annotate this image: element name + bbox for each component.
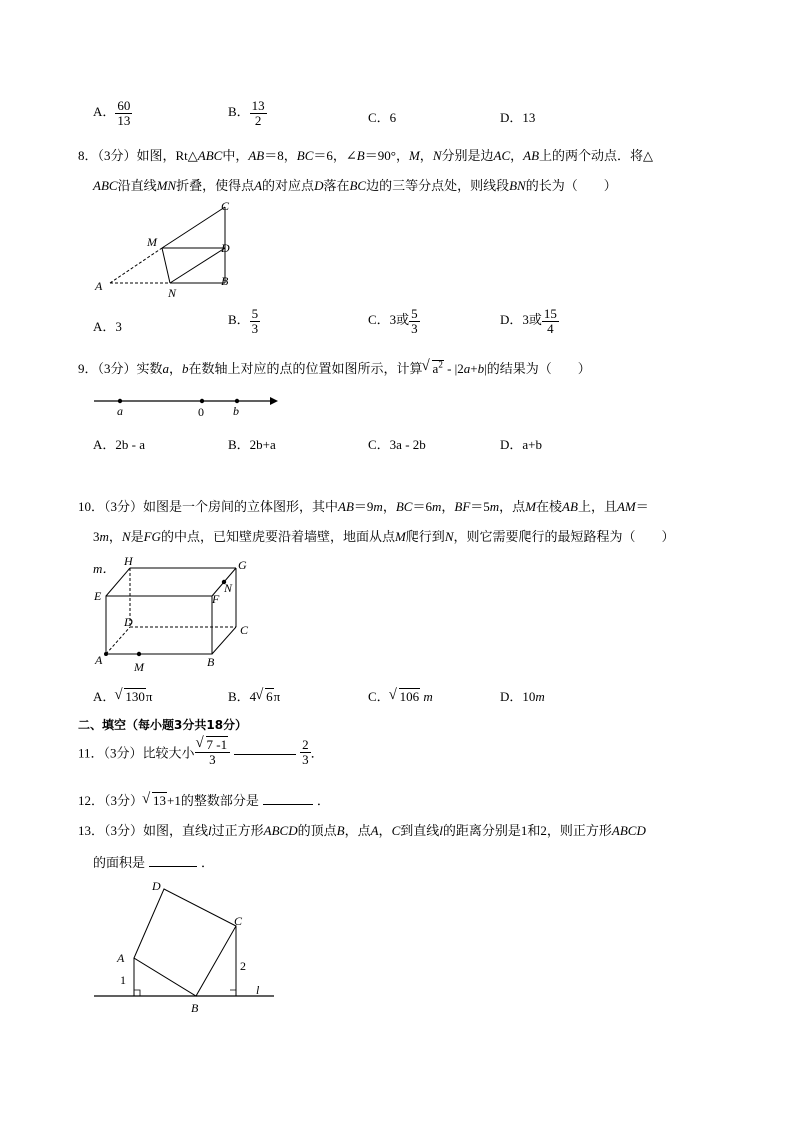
- q8-label-c: C: [221, 199, 230, 213]
- q7-option-a: A． $\frac{60}{13}$: [93, 98, 131, 128]
- q10-label-n: N: [224, 581, 233, 595]
- q10-option-c: C．√ 106 m: [368, 686, 433, 705]
- q7-option-d: D．13: [500, 110, 536, 125]
- q9-option-d: D．a+b: [500, 437, 542, 452]
- q10-option-d: D．10m: [500, 689, 545, 704]
- q13-figure: [90, 876, 280, 1016]
- q8-option-c: C．3或 $\frac{5}{3}$: [368, 306, 418, 336]
- q10-option-b: B．4√ 6π: [228, 686, 280, 705]
- q7-option-b: B． $\frac{13}{2}$: [228, 98, 265, 128]
- q8-label-n: N: [168, 286, 177, 300]
- q9-stem: 9．（3分）实数a，b在数轴上对应的点的位置如图所示，计算√ $a^2 - |2a+b|$的结果为（ ）: [78, 358, 591, 377]
- q10-label-h: H: [124, 556, 133, 568]
- q7-options: [93, 99, 132, 127]
- q10-label-c: C: [240, 623, 249, 637]
- q8-option-d: D．3或 $\frac{15}{4}$: [500, 306, 557, 336]
- q8-line2: ABC沿直线MN折叠，使得点A的对应点D落在BC边的三等分点处，则线段BN的长为（ ）: [93, 178, 617, 193]
- q9-option-c: C．3a - 2b: [368, 437, 426, 452]
- q9-axis-a: a: [117, 404, 123, 418]
- q10-label-m: M: [134, 660, 144, 674]
- q13-answer-blank[interactable]: [149, 866, 197, 867]
- q13-line1: 13．（3分）如图，直线l过正方形ABCD的顶点B，点A，C到直线l的距离分别是1和2，则正方形ABCD: [78, 823, 646, 838]
- q13-label-l: l: [256, 983, 260, 997]
- q13-label-two: 2: [240, 959, 246, 973]
- q10-line1: 10．（3分）如图是一个房间的立体图形，其中AB＝9m，BC＝6m，BF＝5m，点M在棱AB上，且AM＝: [78, 499, 649, 514]
- q8-figure: [90, 198, 240, 303]
- q10-label-a: A: [95, 653, 103, 667]
- q10-option-a: A．√ 130π: [93, 686, 152, 705]
- q8-label-m: M: [147, 235, 157, 249]
- q9-axis-zero: 0: [198, 405, 204, 419]
- q13-label-c: C: [234, 914, 243, 928]
- q13-line2: 的面积是 ．: [93, 855, 215, 870]
- q10-figure: [90, 556, 260, 676]
- q13-label-a: A: [117, 951, 125, 965]
- q8-option-a: A．3: [93, 319, 122, 334]
- q7-option-c: C．6: [368, 110, 397, 125]
- q11-answer-blank[interactable]: [234, 754, 296, 755]
- q11: 11．（3分）比较大小 √ $\frac{7 -1}{3}$ $\frac{2}{3}$ ．: [78, 738, 324, 766]
- q8-option-b: B． $\frac{5}{3}$: [228, 306, 259, 336]
- q12: 12．（3分）√ 13+1的整数部分是 ．: [78, 790, 330, 809]
- q13-label-d: D: [152, 879, 161, 893]
- q13-label-one: 1: [120, 973, 126, 987]
- q10-label-e: E: [94, 589, 102, 603]
- q10-line3: m．: [93, 561, 116, 576]
- q9-option-a: A．2b - a: [93, 437, 145, 452]
- q8-label-d: D: [221, 241, 230, 255]
- q12-answer-blank[interactable]: [263, 804, 313, 805]
- q10-label-g: G: [238, 558, 247, 572]
- q9-option-b: B．2b+a: [228, 437, 276, 452]
- section-heading: 二、填空（每小题3分共18分）: [78, 718, 248, 732]
- q8-label-a: A: [95, 279, 103, 293]
- q9-number-line: [92, 392, 282, 420]
- q13-label-b: B: [191, 1001, 199, 1015]
- q8-line1: 8．（3分）如图，Rt△ABC中，AB＝8，BC＝6，∠B＝90°，M，N分别是边AC，AB上的两个动点．将△: [78, 148, 654, 163]
- q8-label-b: B: [221, 274, 229, 288]
- q10-label-d: D: [124, 615, 133, 629]
- q10-label-b: B: [207, 655, 215, 669]
- q9-axis-b: b: [233, 404, 239, 418]
- q10-line2: 3m，N是FG的中点，已知壁虎要沿着墙壁，地面从点M爬行到N，则它需要爬行的最短路程为（ ）: [93, 529, 675, 544]
- q10-label-f: F: [212, 592, 220, 606]
